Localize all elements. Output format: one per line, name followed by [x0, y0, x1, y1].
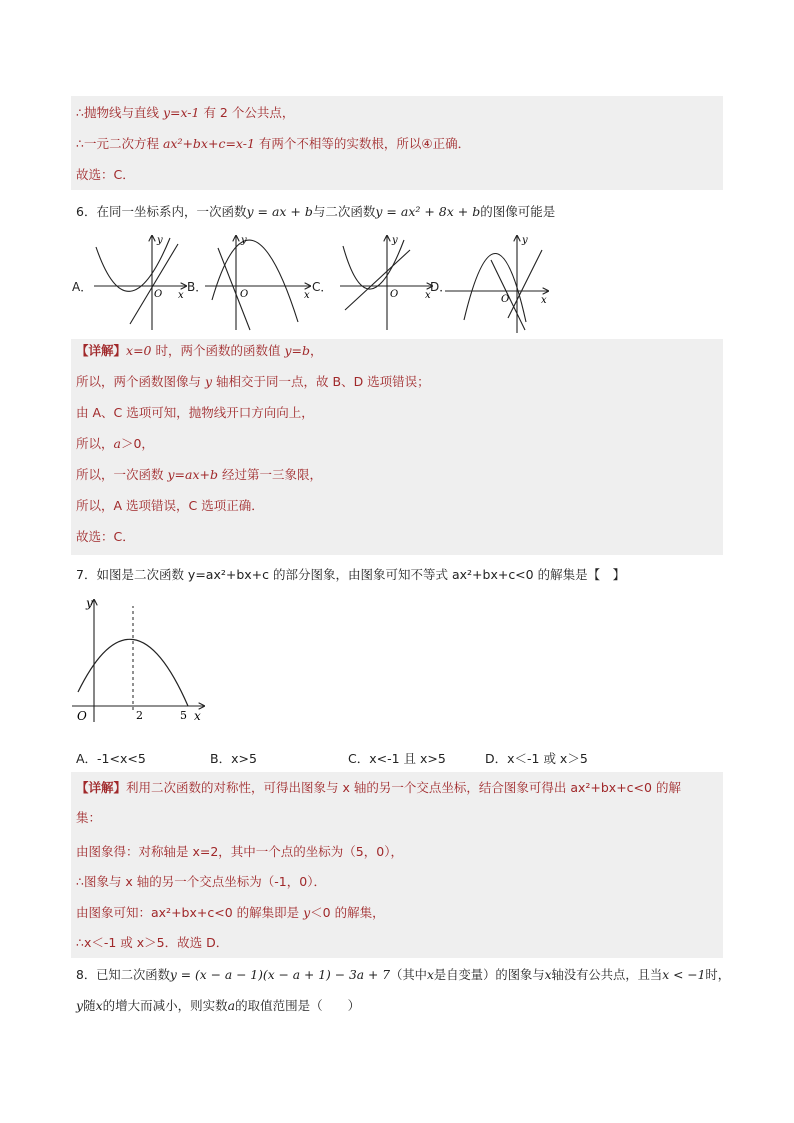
option-d-label[interactable]: D．: [430, 280, 452, 294]
formula: y = ax + b: [246, 204, 313, 219]
formula: y: [303, 905, 311, 920]
text: ∴一元二次方程: [76, 136, 163, 151]
origin-label: O: [501, 294, 510, 305]
option-b[interactable]: B．x>5: [210, 751, 257, 766]
formula: x: [544, 968, 552, 982]
text: 的图像可能是: [480, 204, 556, 219]
q7-parabola-figure: [70, 592, 210, 727]
option-a-label[interactable]: A．: [72, 280, 93, 294]
fig-tick-2: 2: [136, 709, 143, 722]
detail-tag: 【详解】: [76, 343, 127, 358]
axis-y-label: y: [522, 235, 528, 246]
origin-label: O: [390, 289, 399, 300]
text: 有 2 个公共点，: [199, 105, 295, 120]
solution-line: ∴图象与 x 轴的另一个交点坐标为（-1，0）．: [76, 874, 326, 889]
axis-x-label: x: [304, 290, 310, 301]
option-c-label[interactable]: C．: [312, 280, 333, 294]
origin-label: O: [154, 289, 163, 300]
text: ，: [310, 343, 323, 358]
fig-y-label: y: [86, 596, 93, 610]
solution-line: [76, 342, 323, 360]
fig-x-label: x: [194, 709, 201, 723]
solution-line: 故选：C．: [76, 167, 135, 182]
solution-line: 由图象得：对称轴是 x=2，其中一个点的坐标为（5，0），: [76, 844, 403, 859]
option-d[interactable]: D．x＜-1 或 x＞5: [485, 751, 588, 766]
text: 由图象可知：ax²+bx+c<0 的解集即是: [76, 905, 304, 920]
text: ∴抛物线与直线: [76, 105, 163, 120]
formula: y=ax+b: [167, 467, 218, 482]
formula: y=x-1: [162, 105, 200, 120]
option-c[interactable]: C．x<-1 且 x>5: [348, 751, 446, 766]
graph-d[interactable]: [445, 236, 548, 333]
text: （其中: [390, 968, 427, 982]
solution-line: 由 A、C 选项可知，抛物线开口方向向上，: [76, 405, 314, 420]
option-a[interactable]: A．-1<x<5: [76, 751, 146, 766]
graph-a[interactable]: [94, 236, 186, 330]
graph-c[interactable]: [340, 236, 432, 330]
q6-option-graphs: [0, 0, 794, 340]
text: 轴没有公共点，且当: [551, 968, 663, 982]
formula: x: [426, 968, 434, 982]
formula: y = (x − a − 1)(x − a + 1) − 3a + 7: [169, 968, 391, 982]
formula: y: [76, 998, 84, 1013]
formula: a: [227, 998, 236, 1013]
detail-tag: 【详解】: [76, 780, 127, 795]
text: ＞0，: [120, 436, 154, 451]
text: 利用二次函数的对称性，可得出图象与 x 轴的另一个交点坐标，结合图象可得出 ax²+bx+c<0 的解: [126, 780, 681, 795]
formula: ax²+bx+c=x-1: [162, 136, 255, 151]
formula: a: [113, 436, 121, 451]
formula: y=b: [284, 343, 310, 358]
solution-line: 集：: [76, 810, 102, 825]
text: 随: [83, 998, 96, 1013]
solution-block-6: [71, 339, 723, 555]
text: 所以，两个函数图像与: [76, 374, 205, 389]
text: 8．已知二次函数: [76, 968, 170, 982]
axis-x-label: x: [425, 290, 431, 301]
solution-line: 故选：C．: [76, 529, 135, 544]
fig-origin-label: O: [77, 709, 87, 723]
text: 所以，: [76, 436, 114, 451]
graph-b[interactable]: [205, 236, 310, 330]
text: 时，: [705, 968, 731, 982]
text: 所以，一次函数: [76, 467, 168, 482]
axis-y-label: y: [241, 235, 247, 246]
text: 轴相交于同一点，故 B、D 选项错误；: [212, 374, 430, 389]
text: 的取值范围是（ ）: [235, 998, 361, 1013]
origin-label: O: [240, 289, 249, 300]
solution-block-7: [71, 772, 723, 958]
fig-tick-5: 5: [180, 709, 187, 722]
axis-x-label: x: [541, 295, 547, 306]
axis-y-label: y: [157, 235, 163, 246]
solution-line: [76, 373, 430, 391]
formula: x=0: [126, 343, 152, 358]
text: ＜0 的解集，: [310, 905, 385, 920]
solution-line: ∴x＜-1 或 x＞5．故选 D．: [76, 935, 229, 950]
formula: x: [95, 998, 103, 1013]
text: 6．在同一坐标系内，一次函数: [76, 204, 247, 219]
text: 是自变量）的图象与: [433, 968, 545, 982]
solution-line: [76, 466, 322, 484]
question-8-stem-line2: [76, 997, 360, 1015]
text: 时，两个函数的函数值: [151, 343, 285, 358]
option-b-label[interactable]: B．: [187, 280, 208, 294]
text: 经过第一三象限，: [218, 467, 322, 482]
solution-line: [76, 435, 154, 453]
formula: x < −1: [662, 968, 706, 982]
text: 与二次函数: [312, 204, 376, 219]
axis-x-label: x: [178, 290, 184, 301]
solution-line: [76, 779, 681, 797]
question-8-stem-line1: [76, 966, 730, 984]
solution-line: 所以，A 选项错误，C 选项正确．: [76, 498, 264, 513]
text: 有两个不相等的实数根，所以④正确．: [254, 136, 471, 151]
text: 的增大而减小，则实数: [102, 998, 228, 1013]
formula: y: [204, 374, 213, 389]
solution-line: [76, 904, 385, 922]
formula: y = ax² + 8x + b: [375, 204, 481, 219]
question-7-stem: 7．如图是二次函数 y=ax²+bx+c 的部分图象，由图象可知不等式 ax²+bx+c<0 的解集是【 】: [76, 567, 626, 582]
axis-y-label: y: [392, 235, 398, 246]
